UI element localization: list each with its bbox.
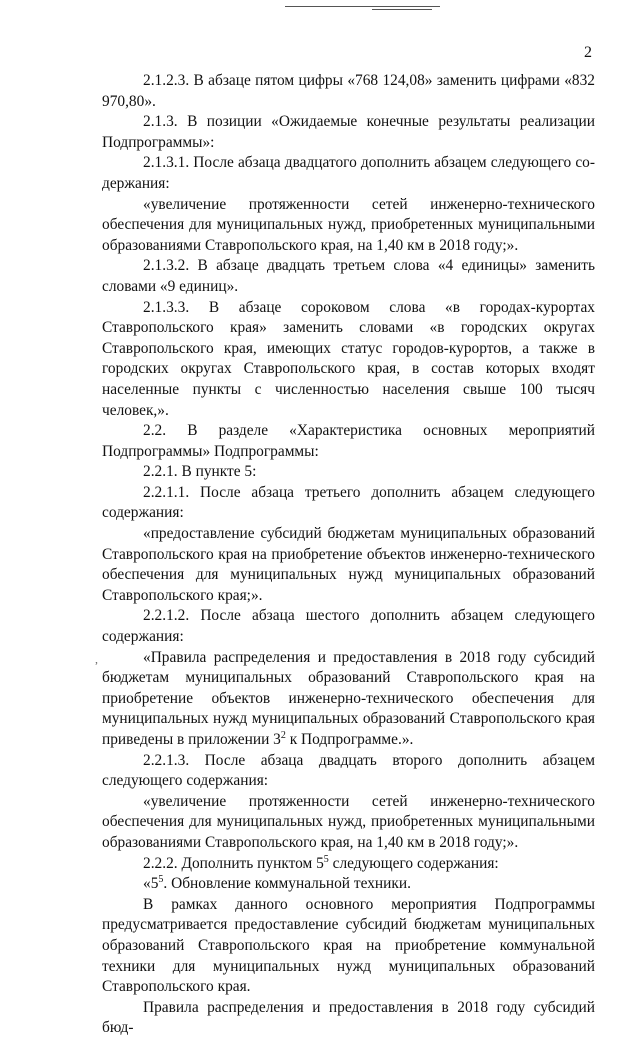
paragraph-2-1-3: 2.1.3. В позиции «Ожидаемые конечные результаты реализации Подпрограммы»: (102, 113, 595, 151)
quoted-paragraph: «увеличение протяженности сетей инженерно-технического обеспечения для муниципальных нужд, приобретенных муниципальными образованиями Ставропольского края, на 1,40 км в 2018 году;». (102, 195, 595, 254)
document-body (102, 71, 595, 1039)
quoted-paragraph: «увеличение протяженности сетей инженерно-технического обеспечения для муниципальных нужд, приобретенных муниципальными образованиями Ставропольского края, на 1,40 км в 2018 году;». (102, 792, 595, 851)
paragraph-2-2-1-3: 2.2.1.3. После абзаца двадцать второго дополнить абзацем следующего содержания: (102, 751, 595, 790)
paragraph-text: «5 (143, 875, 159, 893)
margin-mark: , (95, 652, 98, 666)
quoted-paragraph (102, 648, 595, 751)
superscript: 2 (280, 730, 286, 741)
quoted-paragraph: «предоставление субсидий бюджетам муниципальных образований Ставропольского края на приобретение объектов инженерно-технического обеспечения для муниципальных нужд муниципальных образований Ставропольского края;». (102, 525, 595, 604)
body-paragraph: Правила распределения и предоставления в 2018 году субсидий бюд- (102, 998, 595, 1037)
paragraph-text: следующего содержания: (328, 854, 499, 872)
header-rule (285, 6, 440, 7)
paragraph-text: . Обновление коммунальной техники. (163, 875, 411, 893)
paragraph-2-2-1-2: 2.2.1.2. После абзаца шестого дополнить абзацем следующего содержания: (102, 607, 595, 646)
superscript: 5 (323, 853, 329, 865)
paragraph-2-2: 2.2. В разделе «Характеристика основных мероприятий Подпрограммы» Подпрограммы: (102, 422, 595, 460)
paragraph-2-2-1: 2.2.1. В пункте 5: (143, 463, 257, 481)
paragraph-text: «Правила распределения и предоставления в 2018 году субсидий бюджетам муниципальных образований Ставропольского края на приобретение объектов инженерно-технического обеспечения для муниципальных нужд муниципальных образований Ставропольского края приведены в приложении 3 (102, 648, 595, 748)
quoted-paragraph (102, 874, 595, 895)
paragraph-2-1-3-1: 2.1.3.1. После абзаца двадцатого дополнить абзацем следующего содержания: (102, 154, 595, 192)
paragraph-2-2-2 (102, 854, 595, 875)
page-number: 2 (584, 44, 592, 61)
paragraph-text: 2.2.2. Дополнить пунктом 5 (143, 854, 324, 872)
paragraph-text: к Подпрограмме.». (285, 731, 414, 748)
paragraph-2-1-3-3: 2.1.3.3. В абзаце сороковом слова «в городах-курортах Ставропольского края» заменить словами «в городских округах Ставропольского края, имеющих статус городов-курортов, а также в городских округах Ставропольского края, в состав которых входят населенные пункты с численностью населения свыше 100 тысяч человек,». (102, 298, 595, 419)
paragraph-2-1-2-3: 2.1.2.3. В абзаце пятом цифры «768 124,08» заменить цифрами «832 970,80». (102, 72, 595, 110)
superscript: 5 (158, 874, 164, 886)
header-rule-short (372, 9, 432, 10)
body-paragraph: В рамках данного основного мероприятия Подпрограммы предусматривается предоставление субсидий бюджетам муниципальных образований Ставропольского края на приобретение коммунальной техники для муниципальных нужд муниципальных образований Ставропольского края. (102, 895, 595, 996)
paragraph-2-2-1-1: 2.2.1.1. После абзаца третьего дополнить абзацем следующего содержания: (102, 483, 595, 522)
paragraph-2-1-3-2: 2.1.3.2. В абзаце двадцать третьем слова «4 единицы» заменить словами «9 единиц». (102, 257, 595, 295)
